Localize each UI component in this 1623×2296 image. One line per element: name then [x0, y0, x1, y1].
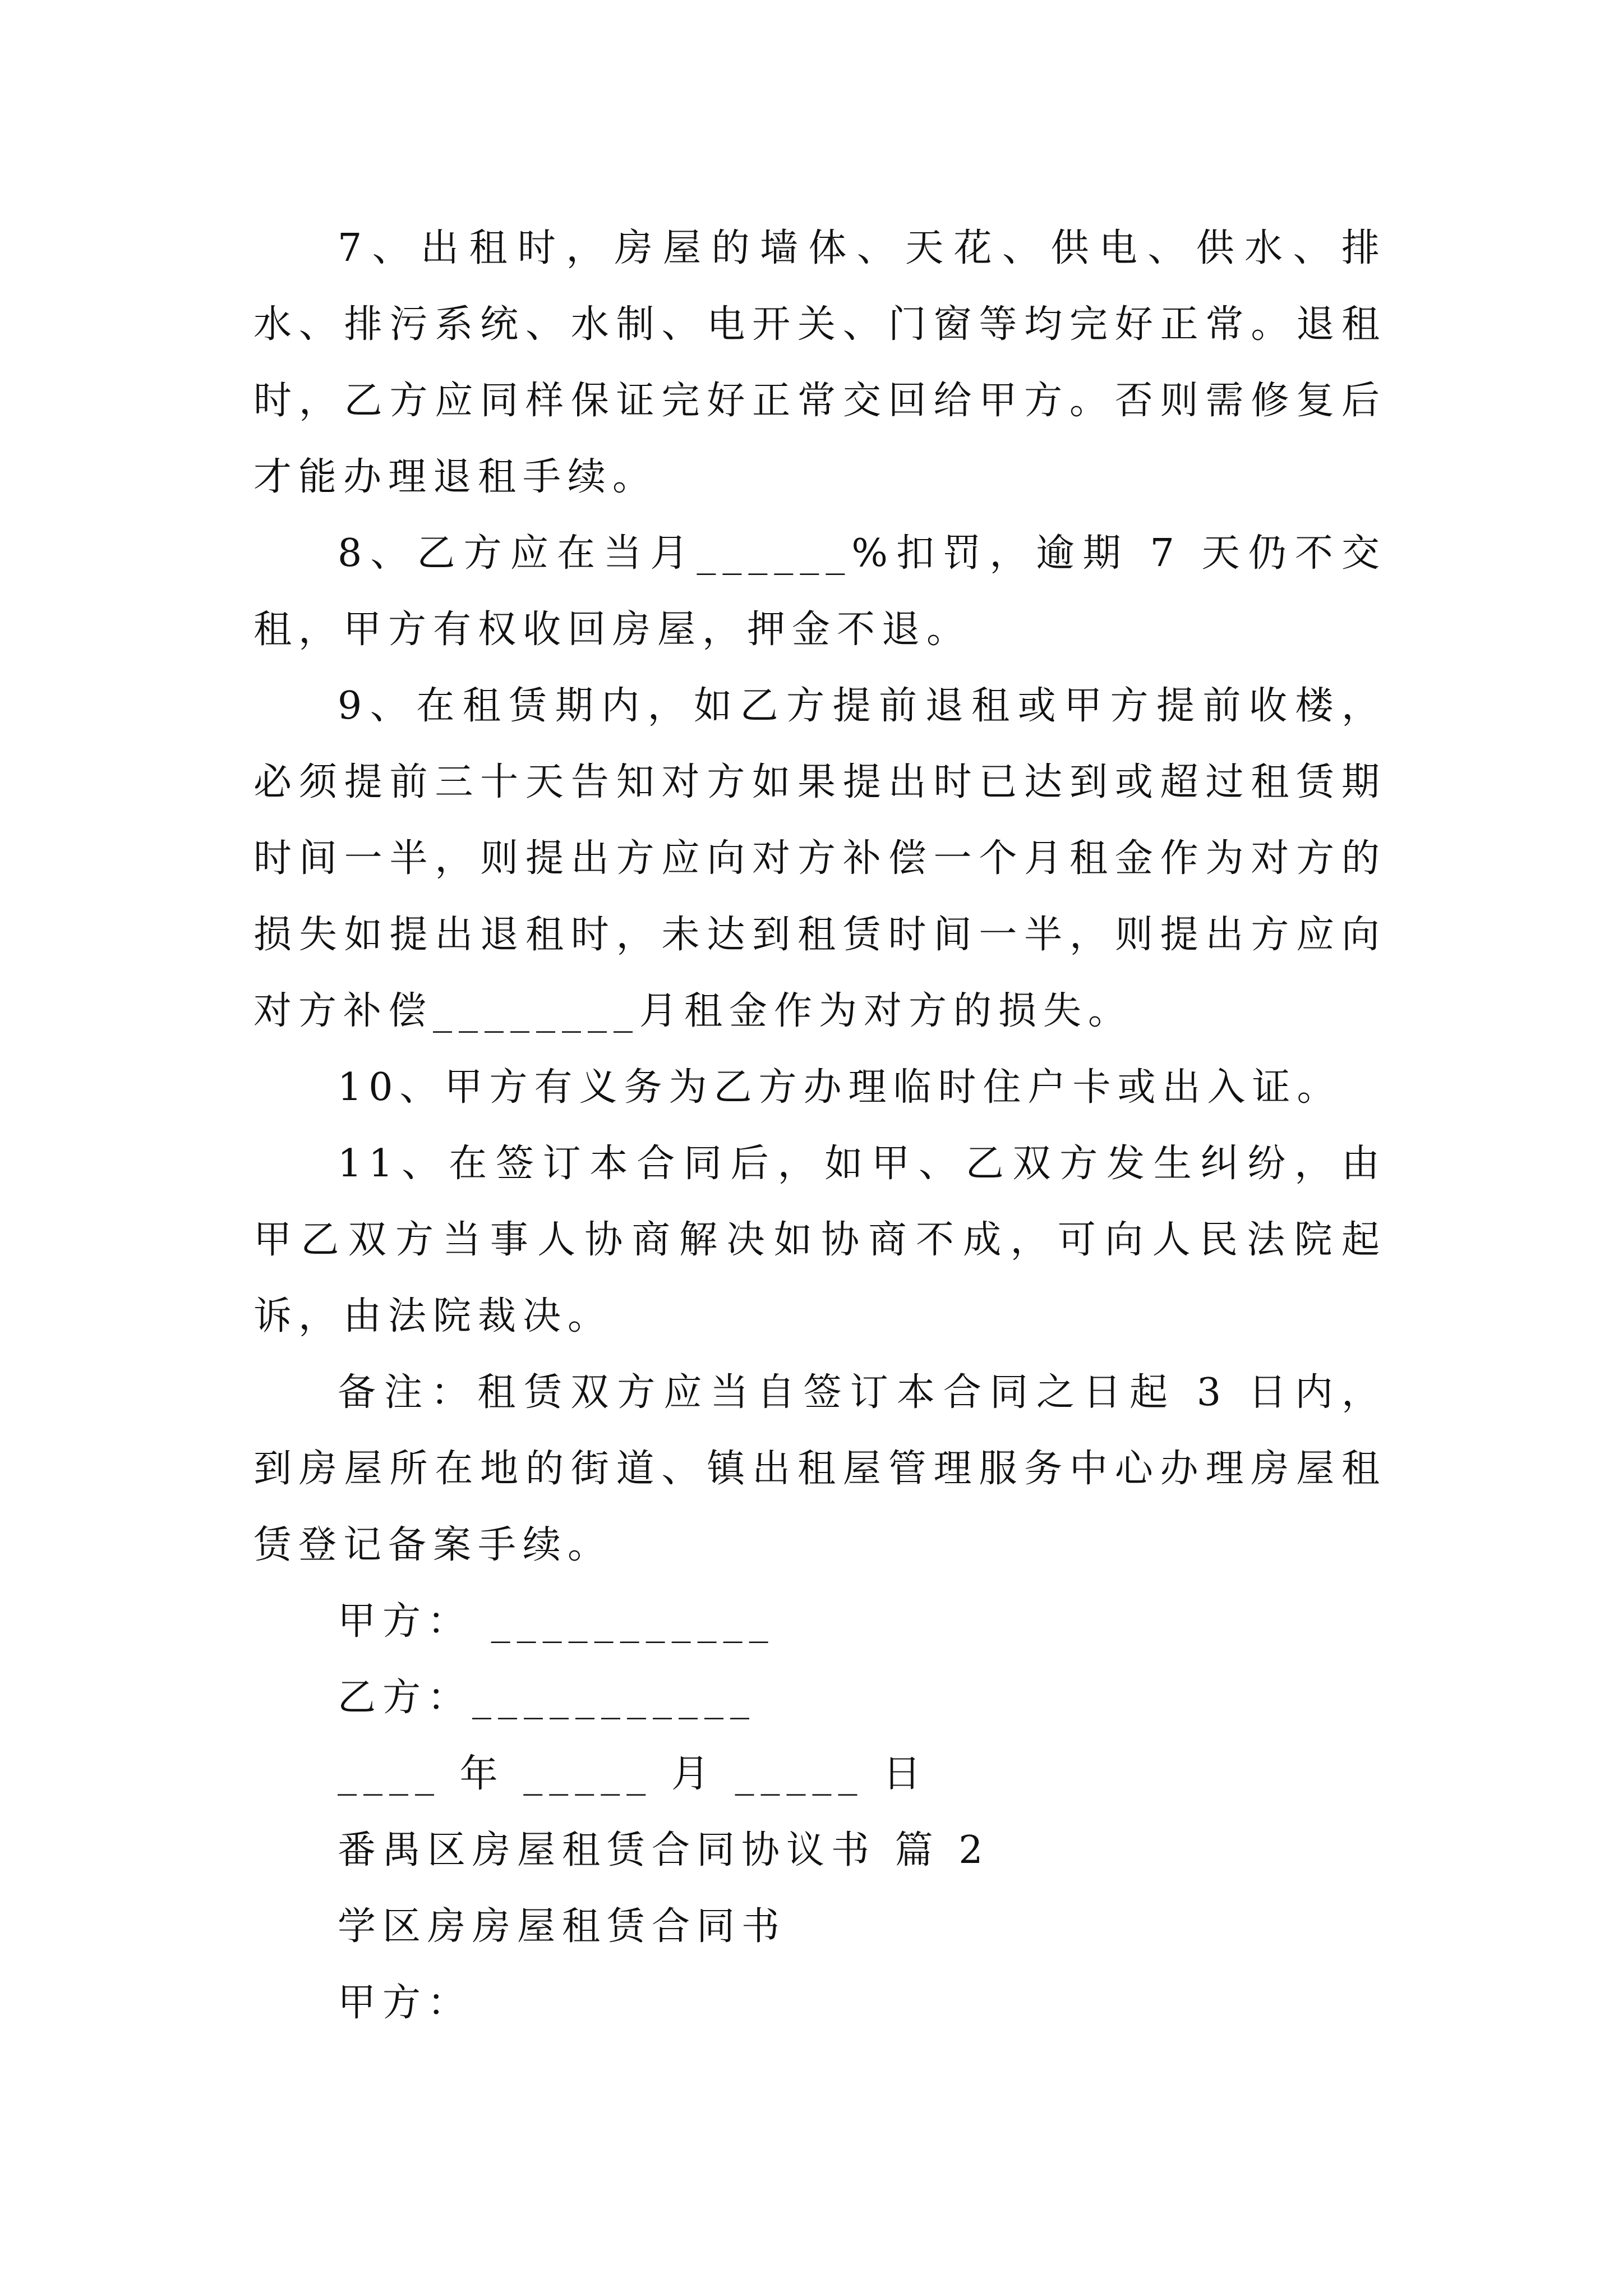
- clause-10: 10、甲方有义务为乙方办理临时住户卡或出入证。: [338, 1065, 1342, 1110]
- section-heading: 番禺区房屋租赁合同协议书 篇 2: [338, 1828, 990, 1872]
- document-body: [253, 210, 1386, 2041]
- clause-8: 8、乙方应在当月______%扣罚，逾期 7 天仍不交租，甲方有权收回房屋，押金不退。: [253, 531, 1386, 652]
- section-subtitle: 学区房房屋租赁合同书: [338, 1904, 787, 1949]
- signature-party-a: 甲方： ___________: [338, 1599, 775, 1644]
- section-party-a: 甲方：: [338, 1981, 473, 2025]
- clause-9: 9、在租赁期内，如乙方提前退租或甲方提前收楼，必须提前三十天告知对方如果提出时已达到或超过租赁期时间一半，则提出方应向对方补偿一个月租金作为对方的损失如提出退租时，未达到租赁时间一半，则提出方应向对方补偿________月租金作为对方的损失。: [253, 684, 1386, 1033]
- clause-7: 7、出租时，房屋的墙体、天花、供电、供水、排水、排污系统、水制、电开关、门窗等均完好正常。退租时，乙方应同样保证完好正常交回给甲方。否则需修复后才能办理退租手续。: [253, 226, 1386, 499]
- clause-11: 11、在签订本合同后，如甲、乙双方发生纠纷，由甲乙双方当事人协商解决如协商不成，可向人民法院起诉，由法院裁决。: [253, 1142, 1386, 1338]
- remark-paragraph: 备注：租赁双方应当自签订本合同之日起 3 日内，到房屋所在地的街道、镇出租屋管理服务中心办理房屋租赁登记备案手续。: [253, 1370, 1386, 1567]
- signature-date: ____ 年 _____ 月 _____ 日: [338, 1752, 928, 1796]
- signature-party-b: 乙方：___________: [338, 1676, 757, 1720]
